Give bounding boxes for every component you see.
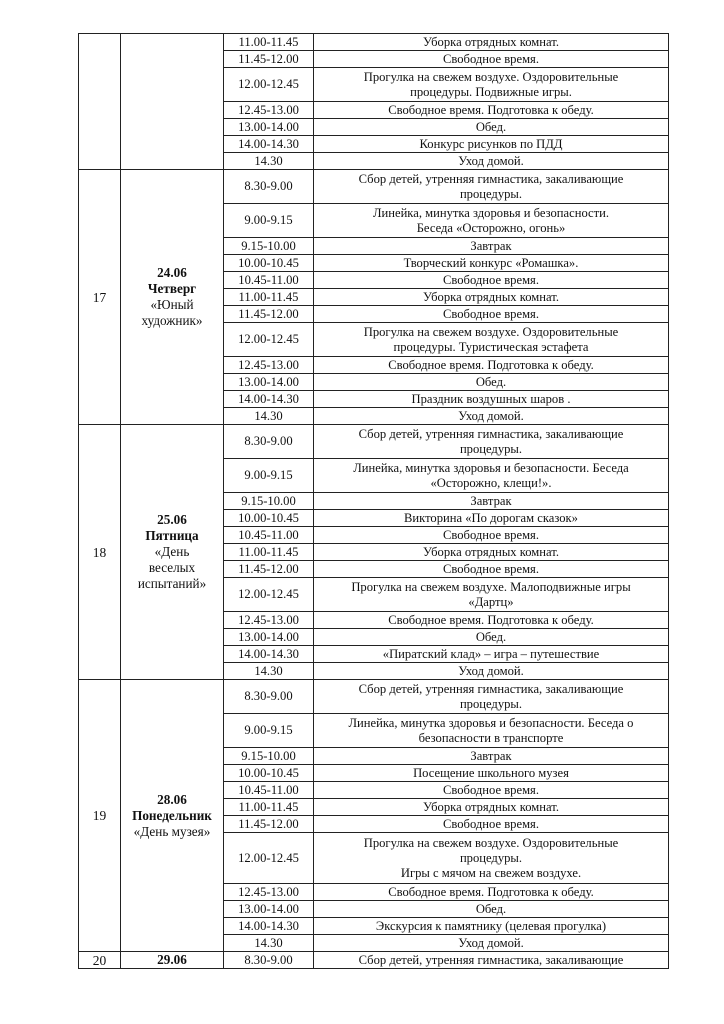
time-cell: 9.15-10.00 bbox=[224, 238, 314, 255]
activity-cell: Уход домой. bbox=[314, 153, 669, 170]
time-cell: 14.00-14.30 bbox=[224, 391, 314, 408]
time-cell: 13.00-14.00 bbox=[224, 901, 314, 918]
activity-cell: Завтрак bbox=[314, 748, 669, 765]
day-weekday: Пятница bbox=[145, 528, 199, 543]
activity-cell: Прогулка на свежем воздухе. Оздоровительные процедуры. Подвижные игры. bbox=[314, 68, 669, 102]
time-cell: 14.00-14.30 bbox=[224, 646, 314, 663]
day-number-cell bbox=[79, 34, 121, 170]
time-cell: 11.45-12.00 bbox=[224, 561, 314, 578]
time-cell: 12.45-13.00 bbox=[224, 102, 314, 119]
time-cell: 14.30 bbox=[224, 153, 314, 170]
activity-cell: Сбор детей, утренняя гимнастика, закаливающие процедуры. bbox=[314, 680, 669, 714]
time-cell: 12.00-12.45 bbox=[224, 578, 314, 612]
activity-cell: Творческий конкурс «Ромашка». bbox=[314, 255, 669, 272]
activity-cell: Прогулка на свежем воздухе. Малоподвижные игры «Дартц» bbox=[314, 578, 669, 612]
activity-cell: «Пиратский клад» – игра – путешествие bbox=[314, 646, 669, 663]
activity-cell: Свободное время. bbox=[314, 306, 669, 323]
day-info-cell bbox=[121, 425, 224, 680]
activity-cell: Праздник воздушных шаров . bbox=[314, 391, 669, 408]
time-cell: 9.00-9.15 bbox=[224, 459, 314, 493]
day-date: 24.06 bbox=[157, 265, 187, 280]
day-number-cell: 20 bbox=[79, 952, 121, 969]
day-date: 25.06 bbox=[157, 512, 187, 527]
day-theme: «День веселых испытаний» bbox=[137, 544, 207, 591]
activity-cell: Уход домой. bbox=[314, 935, 669, 952]
activity-cell: Линейка, минутка здоровья и безопасности. Беседа «Осторожно, огонь» bbox=[314, 204, 669, 238]
activity-cell: Сбор детей, утренняя гимнастика, закаливающие bbox=[314, 952, 669, 969]
day-number-cell: 19 bbox=[79, 680, 121, 952]
time-cell: 11.45-12.00 bbox=[224, 306, 314, 323]
time-cell: 14.30 bbox=[224, 408, 314, 425]
activity-cell: Завтрак bbox=[314, 493, 669, 510]
activity-cell: Уход домой. bbox=[314, 408, 669, 425]
time-cell: 14.30 bbox=[224, 935, 314, 952]
activity-cell: Уход домой. bbox=[314, 663, 669, 680]
time-cell: 11.45-12.00 bbox=[224, 816, 314, 833]
schedule-row bbox=[79, 170, 669, 204]
time-cell: 10.45-11.00 bbox=[224, 272, 314, 289]
activity-cell: Свободное время. Подготовка к обеду. bbox=[314, 612, 669, 629]
time-cell: 10.00-10.45 bbox=[224, 255, 314, 272]
time-cell: 11.00-11.45 bbox=[224, 544, 314, 561]
time-cell: 11.45-12.00 bbox=[224, 51, 314, 68]
time-cell: 14.00-14.30 bbox=[224, 918, 314, 935]
time-cell: 8.30-9.00 bbox=[224, 170, 314, 204]
time-cell: 10.45-11.00 bbox=[224, 782, 314, 799]
day-weekday: Четверг bbox=[147, 281, 197, 296]
time-cell: 10.45-11.00 bbox=[224, 527, 314, 544]
time-cell: 11.00-11.45 bbox=[224, 34, 314, 51]
activity-cell: Викторина «По дорогам сказок» bbox=[314, 510, 669, 527]
activity-cell: Линейка, минутка здоровья и безопасности. Беседа «Осторожно, клещи!». bbox=[314, 459, 669, 493]
activity-cell: Уборка отрядных комнат. bbox=[314, 34, 669, 51]
time-cell: 9.15-10.00 bbox=[224, 493, 314, 510]
schedule-row bbox=[79, 952, 669, 969]
activity-cell: Свободное время. bbox=[314, 782, 669, 799]
activity-cell: Свободное время. bbox=[314, 272, 669, 289]
schedule-table bbox=[78, 33, 669, 969]
activity-cell: Конкурс рисунков по ПДД bbox=[314, 136, 669, 153]
time-cell: 9.15-10.00 bbox=[224, 748, 314, 765]
time-cell: 9.00-9.15 bbox=[224, 204, 314, 238]
activity-cell: Обед. bbox=[314, 629, 669, 646]
day-number-cell: 18 bbox=[79, 425, 121, 680]
time-cell: 13.00-14.00 bbox=[224, 374, 314, 391]
activity-cell: Прогулка на свежем воздухе. Оздоровительные процедуры. Игры с мячом на свежем воздухе. bbox=[314, 833, 669, 884]
activity-cell: Посещение школьного музея bbox=[314, 765, 669, 782]
time-cell: 12.00-12.45 bbox=[224, 323, 314, 357]
time-cell: 10.00-10.45 bbox=[224, 510, 314, 527]
day-info-cell bbox=[121, 170, 224, 425]
activity-cell: Уборка отрядных комнат. bbox=[314, 544, 669, 561]
activity-cell: Свободное время. Подготовка к обеду. bbox=[314, 884, 669, 901]
activity-cell: Свободное время. bbox=[314, 51, 669, 68]
schedule-row bbox=[79, 425, 669, 459]
schedule-row bbox=[79, 34, 669, 51]
time-cell: 12.45-13.00 bbox=[224, 612, 314, 629]
time-cell: 13.00-14.00 bbox=[224, 119, 314, 136]
activity-cell: Уборка отрядных комнат. bbox=[314, 799, 669, 816]
activity-cell: Сбор детей, утренняя гимнастика, закаливающие процедуры. bbox=[314, 425, 669, 459]
activity-cell: Прогулка на свежем воздухе. Оздоровительные процедуры. Туристическая эстафета bbox=[314, 323, 669, 357]
activity-cell: Завтрак bbox=[314, 238, 669, 255]
time-cell: 12.00-12.45 bbox=[224, 68, 314, 102]
day-date: 28.06 bbox=[157, 791, 187, 807]
time-cell: 14.30 bbox=[224, 663, 314, 680]
activity-cell: Свободное время. Подготовка к обеду. bbox=[314, 102, 669, 119]
time-cell: 14.00-14.30 bbox=[224, 136, 314, 153]
activity-cell: Линейка, минутка здоровья и безопасности. Беседа о безопасности в транспорте bbox=[314, 714, 669, 748]
schedule-row bbox=[79, 680, 669, 714]
time-cell: 8.30-9.00 bbox=[224, 680, 314, 714]
time-cell: 12.45-13.00 bbox=[224, 884, 314, 901]
time-cell: 8.30-9.00 bbox=[224, 425, 314, 459]
time-cell: 11.00-11.45 bbox=[224, 799, 314, 816]
time-cell: 12.00-12.45 bbox=[224, 833, 314, 884]
day-number-cell: 17 bbox=[79, 170, 121, 425]
day-info-cell bbox=[121, 952, 224, 969]
activity-cell: Экскурсия к памятнику (целевая прогулка) bbox=[314, 918, 669, 935]
day-theme: «День музея» bbox=[133, 823, 211, 839]
time-cell: 10.00-10.45 bbox=[224, 765, 314, 782]
day-weekday: Понедельник bbox=[132, 807, 212, 823]
activity-cell: Свободное время. bbox=[314, 561, 669, 578]
day-info-cell bbox=[121, 34, 224, 170]
activity-cell: Сбор детей, утренняя гимнастика, закаливающие процедуры. bbox=[314, 170, 669, 204]
activity-cell: Обед. bbox=[314, 119, 669, 136]
day-date: 29.06 bbox=[157, 952, 187, 967]
activity-cell: Свободное время. Подготовка к обеду. bbox=[314, 357, 669, 374]
time-cell: 13.00-14.00 bbox=[224, 629, 314, 646]
activity-cell: Обед. bbox=[314, 374, 669, 391]
day-theme: «Юный художник» bbox=[141, 297, 203, 328]
time-cell: 11.00-11.45 bbox=[224, 289, 314, 306]
day-info-cell bbox=[121, 680, 224, 952]
time-cell: 9.00-9.15 bbox=[224, 714, 314, 748]
activity-cell: Обед. bbox=[314, 901, 669, 918]
activity-cell: Уборка отрядных комнат. bbox=[314, 289, 669, 306]
activity-cell: Свободное время. bbox=[314, 816, 669, 833]
time-cell: 8.30-9.00 bbox=[224, 952, 314, 969]
activity-cell: Свободное время. bbox=[314, 527, 669, 544]
time-cell: 12.45-13.00 bbox=[224, 357, 314, 374]
